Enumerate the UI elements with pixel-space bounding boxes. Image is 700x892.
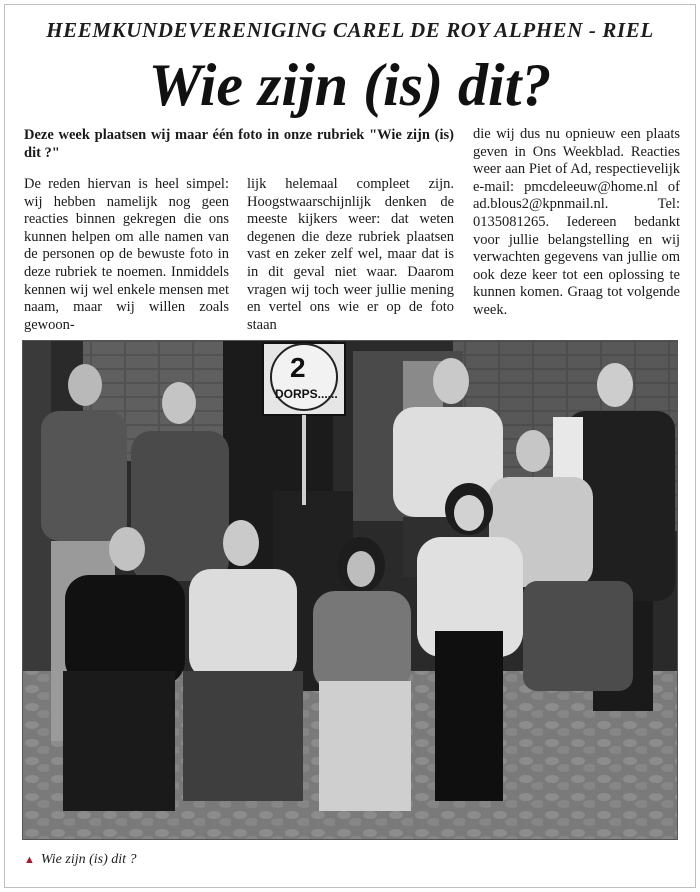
organization-name: HEEMKUNDEVERENIGING CAREL DE ROY ALPHEN - RIEL bbox=[46, 18, 654, 42]
article-column-3: die wij dus nu opnieuw een plaats geven in Ons Weekblad. Reacties weer aan Piet of Ad, respectievelijk e-mail: pmcdeleeuw@home.nl of ad.blous2@kpnmail.nl. Tel: 0135081265. Iedereen bedankt voor jullie belangstelling en wij verwachten gegevens van jullie om ook deze keer tot een oplossing te kunnen komen. Graag tot volgende week. bbox=[473, 126, 680, 318]
sign-number: 2 bbox=[290, 352, 306, 383]
photo-caption bbox=[24, 852, 137, 868]
article-intro: Deze week plaatsen wij maar één foto in onze rubriek "Wie zijn (is) dit ?" bbox=[24, 127, 454, 161]
caption-text: Wie zijn (is) dit ? bbox=[40, 852, 137, 867]
article-headline: Wie zijn (is) dit? bbox=[148, 52, 552, 118]
group-photo-illustration bbox=[23, 341, 678, 840]
caption-triangle-icon: ▲ bbox=[24, 854, 35, 866]
group-photo bbox=[22, 340, 678, 840]
article-column-2: lijk helemaal compleet zijn. Hoogstwaarschijnlijk denken de meeste kijkers weer: dat weten degenen die deze rubriek plaatsen vast en zeker zelf wel, maar dat is in dit geval niet waar. Daarom vragen wij toch weer jullie mening en vertel ons wie er op de foto staan bbox=[247, 176, 454, 333]
article-column-1: De reden hiervan is heel simpel: wij hebben namelijk nog geen reacties binnen gekregen die ons kunnen helpen om alle namen van de personen op de bewuste foto in deze rubriek te noemen. Inmiddels kennen wij wel enkele mensen met naam, maar wij willen zoals gewoon- bbox=[24, 176, 229, 333]
sign-text: DORPS...... bbox=[275, 387, 338, 401]
